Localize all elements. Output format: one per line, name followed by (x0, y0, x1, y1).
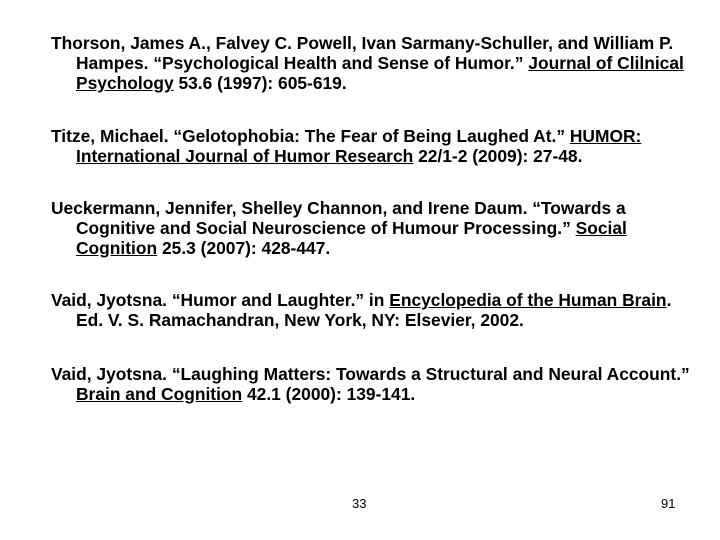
reference-source: Journal of Clilnical Psychology (76, 53, 684, 93)
reference-entry (51, 33, 691, 93)
reference-details: 25.3 (2007): 428-447. (157, 238, 331, 258)
reference-entry (51, 198, 691, 258)
reference-entry (51, 290, 691, 330)
reference-list (51, 33, 691, 437)
reference-text: Ueckermann, Jennifer, Shelley Channon, and Irene Daum. “Towards a Cognitive and Social Neuroscience of Humour Processing.” (51, 198, 626, 238)
reference-source: Social Cognition (76, 218, 627, 258)
reference-text: Vaid, Jyotsna. “Laughing Matters: Towards a Structural and Neural Account.” (51, 364, 690, 384)
reference-text: Thorson, James A., Falvey C. Powell, Ivan Sarmany-Schuller, and William P. Hampes. “Psychological Health and Sense of Humor.” (51, 33, 674, 73)
reference-entry (51, 126, 691, 166)
reference-details: 22/1-2 (2009): 27-48. (413, 146, 583, 166)
reference-text: Vaid, Jyotsna. “Humor and Laughter.” in (51, 290, 390, 310)
reference-source: HUMOR: International Journal of Humor Research (76, 126, 642, 166)
reference-details: 42.1 (2000): 139-141. (242, 384, 416, 404)
reference-source: Brain and Cognition (76, 384, 243, 404)
reference-text: Titze, Michael. “Gelotophobia: The Fear of Being Laughed At.” (51, 126, 570, 146)
reference-details: . Ed. V. S. Ramachandran, New York, NY: Elsevier, 2002. (76, 290, 672, 330)
reference-source: Encyclopedia of the Human Brain (389, 290, 667, 310)
page-number: 91 (661, 496, 676, 511)
slide-number: 33 (352, 496, 367, 511)
reference-details: 53.6 (1997): 605-619. (173, 73, 347, 93)
reference-entry (51, 364, 691, 404)
